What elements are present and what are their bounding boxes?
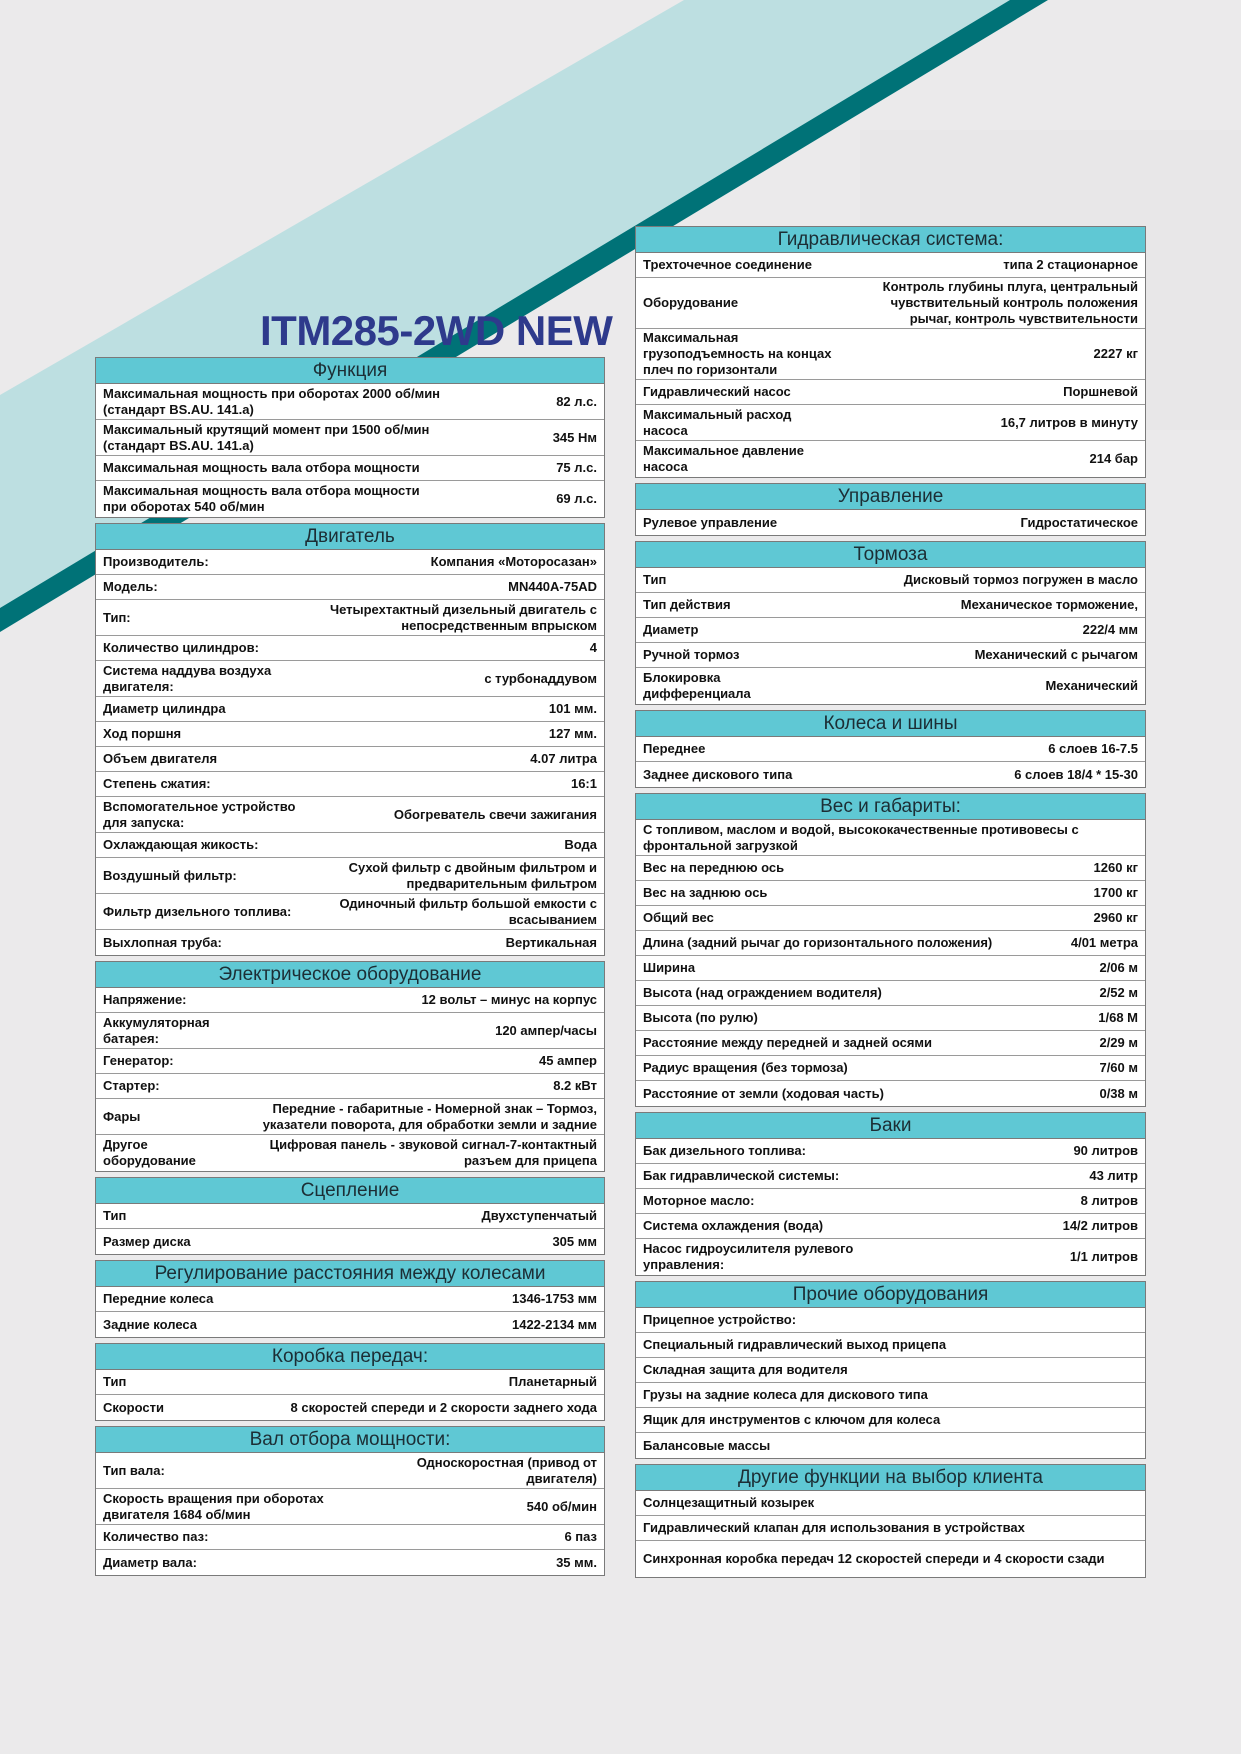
spec-row: [636, 1239, 1145, 1275]
spec-value: Односкоростная (привод от двигателя): [416, 1454, 597, 1486]
spec-row: [636, 1139, 1145, 1164]
section-gearbox: [95, 1343, 605, 1421]
spec-value: Цифровая панель - звуковой сигнал-7-контактный разъем для прицепа: [269, 1137, 597, 1168]
list-item-text: Гидравлический клапан для использования в устройствах: [643, 1520, 1025, 1535]
spec-row: [636, 618, 1145, 643]
spec-label: Объем двигателя: [103, 751, 218, 766]
spec-label: Расстояние от земли (ходовая часть): [643, 1085, 884, 1101]
spec-label: Максимальная мощность вала отбора мощности: [103, 460, 420, 475]
spec-row: [96, 575, 604, 600]
spec-label: Размер диска: [103, 1233, 191, 1249]
spec-row: [636, 1164, 1145, 1189]
spec-row: [636, 441, 1145, 477]
spec-value: Механическое торможение,: [960, 597, 1138, 612]
spec-row: [96, 1370, 604, 1395]
spec-value: 45 ампер: [539, 1053, 597, 1068]
spec-label: Ручной тормоз: [643, 647, 740, 662]
spec-value: 540 об/мин: [526, 1498, 597, 1514]
spec-label: Тип: [103, 1374, 127, 1389]
spec-row: [636, 956, 1145, 981]
spec-row: [96, 1550, 604, 1575]
spec-row: [636, 737, 1145, 762]
spec-value: Гидростатическое: [1020, 514, 1138, 530]
section-pto: [95, 1426, 605, 1576]
spec-value: 2/52 м: [1099, 985, 1138, 1000]
section-header: Регулирование расстояния между колесами: [96, 1261, 604, 1287]
spec-value: 1/68 М: [1098, 1010, 1138, 1025]
spec-label: Максимальная грузоподъемность на концах плеч по горизонтали: [643, 330, 832, 377]
section-steering: [635, 483, 1146, 536]
spec-row: [636, 380, 1145, 405]
spec-label: Тип:: [103, 609, 131, 625]
spec-label: Общий вес: [643, 910, 714, 925]
spec-value: Механический с рычагом: [974, 647, 1138, 662]
spec-row: [96, 550, 604, 575]
section-customer-options: [635, 1464, 1146, 1578]
section-hydraulics: [635, 226, 1146, 478]
section-header: Функция: [96, 358, 604, 384]
spec-value: 127 мм.: [548, 726, 597, 741]
spec-value: Компания «Моторосазан»: [430, 554, 597, 569]
section-header: Управление: [636, 484, 1145, 510]
section-engine: [95, 523, 605, 956]
section-other-equipment: [635, 1281, 1146, 1459]
spec-label: Диаметр вала:: [103, 1554, 197, 1570]
list-item-text: Синхронная коробка передач 12 скоростей спереди и 4 скорости сзади: [643, 1551, 1105, 1566]
spec-value: 1346-1753 мм: [511, 1291, 597, 1306]
section-header: Другие функции на выбор клиента: [636, 1465, 1145, 1491]
list-item-text: Солнцезащитный козырек: [643, 1495, 815, 1510]
list-item: [636, 1358, 1145, 1383]
spec-row: [636, 253, 1145, 278]
spec-value: 2/06 м: [1099, 960, 1138, 975]
spec-row: [96, 1229, 604, 1254]
spec-label: Моторное масло:: [643, 1193, 755, 1208]
spec-row: [636, 405, 1145, 441]
spec-value: Передние - габаритные - Номерной знак – Тормоз, указатели поворота, для обработки земли и задние: [262, 1100, 597, 1132]
spec-value: 16,7 литров в минуту: [1000, 414, 1138, 430]
spec-label: Радиус вращения (без тормоза): [643, 1060, 848, 1075]
spec-row: [636, 510, 1145, 535]
spec-label: Расстояние между передней и задней осями: [643, 1035, 933, 1050]
spec-label: Система охлаждения (вода): [643, 1218, 824, 1233]
spec-label: Бак дизельного топлива:: [643, 1143, 806, 1158]
spec-row: [96, 747, 604, 772]
spec-label: Количество паз:: [103, 1529, 209, 1544]
spec-value: 1260 кг: [1093, 860, 1138, 875]
list-item: [636, 1491, 1145, 1516]
list-item-text: Грузы на задние колеса для дискового типа: [643, 1387, 928, 1402]
spec-label: Заднее дискового типа: [643, 766, 793, 782]
spec-label: Воздушный фильтр:: [103, 867, 237, 883]
section-header: Двигатель: [96, 524, 604, 550]
spec-row: [96, 797, 604, 833]
spec-row: [636, 1031, 1145, 1056]
spec-row: [96, 1099, 604, 1135]
spec-row: [636, 762, 1145, 787]
spec-value: Четырехтактный дизельный двигатель с непосредственным впрыском: [329, 601, 597, 633]
section-brakes: [635, 541, 1146, 705]
spec-value: 1422-2134 мм: [511, 1316, 597, 1332]
spec-row: [96, 772, 604, 797]
spec-label: Степень сжатия:: [103, 776, 211, 791]
spec-row: [636, 278, 1145, 329]
section-header: Электрическое оборудование: [96, 962, 604, 988]
spec-row: [96, 384, 604, 420]
spec-label: Максимальная мощность при оборотах 2000 об/мин (стандарт BS.AU. 141.a): [103, 385, 441, 417]
spec-value: 1700 кг: [1093, 885, 1138, 900]
section-clutch: [95, 1177, 605, 1255]
spec-row: [636, 1214, 1145, 1239]
spec-row: [96, 988, 604, 1013]
spec-value: 1/1 литров: [1069, 1249, 1138, 1264]
section-header: Вал отбора мощности:: [96, 1427, 604, 1453]
spec-value: 8 литров: [1080, 1193, 1138, 1208]
section-header: Гидравлическая система:: [636, 227, 1145, 253]
spec-row: [96, 1453, 604, 1489]
spec-row: [96, 697, 604, 722]
spec-value: 345 Нм: [552, 429, 597, 445]
spec-label: Тип вала:: [103, 1462, 165, 1478]
spec-row: [96, 1049, 604, 1074]
spec-value: Двухступенчатый: [481, 1208, 597, 1223]
list-item-text: Складная защита для водителя: [643, 1362, 848, 1377]
spec-row: [96, 420, 604, 456]
spec-value: 101 мм.: [548, 701, 597, 716]
spec-row: [96, 661, 604, 697]
spec-row: [96, 600, 604, 636]
section-tanks: [635, 1112, 1146, 1276]
spec-value: 0/38 м: [1099, 1085, 1138, 1101]
spec-label: Генератор:: [103, 1053, 174, 1068]
spec-label: Диаметр: [643, 622, 699, 637]
section-header: Сцепление: [96, 1178, 604, 1204]
spec-row: [636, 329, 1145, 380]
section-track: [95, 1260, 605, 1338]
spec-label: Фильтр дизельного топлива:: [103, 903, 292, 919]
spec-label: Ширина: [643, 960, 696, 975]
section-weights: [635, 793, 1146, 1107]
spec-row: [96, 636, 604, 661]
section-header: Прочие оборудования: [636, 1282, 1145, 1308]
spec-label: Оборудование: [643, 295, 739, 310]
list-item: [636, 1308, 1145, 1333]
section-electrical: [95, 961, 605, 1172]
spec-label: Трехточечное соединение: [643, 257, 812, 272]
spec-value: 4.07 литра: [530, 751, 597, 766]
spec-value: 4: [589, 640, 597, 655]
spec-label: Высота (над ограждением водителя): [643, 985, 882, 1000]
spec-value: 305 мм: [552, 1233, 597, 1249]
spec-label: Максимальный крутящий момент при 1500 об/мин (стандарт BS.AU. 141.a): [103, 421, 430, 453]
spec-row: [636, 1189, 1145, 1214]
spec-value: 2227 кг: [1093, 346, 1138, 361]
spec-value: Планетарный: [508, 1374, 597, 1389]
spec-label: Вес на переднюю ось: [643, 860, 785, 875]
spec-label: Модель:: [103, 579, 158, 594]
spec-value: 2/29 м: [1099, 1035, 1138, 1050]
list-item-text: Ящик для инструментов с ключом для колеса: [643, 1412, 941, 1427]
spec-label: Ход поршня: [103, 726, 182, 741]
spec-label: Максимальное давление насоса: [643, 443, 805, 474]
spec-row: [96, 1204, 604, 1229]
spec-label: Вес на заднюю ось: [643, 885, 768, 900]
spec-value: 90 литров: [1073, 1143, 1138, 1158]
spec-label: Передние колеса: [103, 1291, 214, 1306]
spec-value: Одиночный фильтр большой емкости с всасыванием: [339, 895, 597, 927]
spec-row: [96, 1525, 604, 1550]
spec-value: типа 2 стационарное: [1003, 257, 1138, 272]
section-header: Колеса и шины: [636, 711, 1145, 737]
spec-row: [96, 1074, 604, 1099]
spec-value: Вода: [564, 837, 597, 852]
section-function: [95, 357, 605, 518]
spec-value: Механический: [1045, 678, 1138, 693]
spec-value: 14/2 литров: [1062, 1218, 1138, 1233]
spec-row: [96, 456, 604, 481]
section-header: Вес и габариты:: [636, 794, 1145, 820]
spec-label: Диаметр цилиндра: [103, 701, 226, 716]
spec-row: [96, 833, 604, 858]
section-header: Баки: [636, 1113, 1145, 1139]
spec-value: 222/4 мм: [1082, 622, 1138, 637]
spec-row: [96, 1287, 604, 1312]
spec-label: Длина (задний рычаг до горизонтального положения): [643, 935, 993, 950]
spec-label: Тип: [103, 1208, 127, 1223]
spec-row: [96, 1312, 604, 1337]
spec-row: [636, 643, 1145, 668]
spec-row: [636, 881, 1145, 906]
spec-row: [636, 981, 1145, 1006]
spec-value: 6 слоев 16-7.5: [1048, 741, 1138, 756]
spec-row: [96, 858, 604, 894]
spec-label: Напряжение:: [103, 992, 187, 1007]
product-title: ITM285-2WD NEW: [260, 307, 613, 354]
spec-row: [96, 1395, 604, 1420]
section-header: Тормоза: [636, 542, 1145, 568]
spec-value: 7/60 м: [1099, 1060, 1138, 1075]
spec-label: Задние колеса: [103, 1316, 198, 1332]
list-item-text: Прицепное устройство:: [643, 1312, 797, 1327]
spec-value: Поршневой: [1063, 384, 1138, 399]
spec-label: Стартер:: [103, 1078, 160, 1093]
spec-label: Другое оборудование: [103, 1137, 196, 1168]
spec-label: Фары: [103, 1108, 141, 1124]
spec-row: [636, 1081, 1145, 1106]
spec-value: 8.2 кВт: [553, 1078, 597, 1093]
spec-row: [96, 1135, 604, 1171]
list-item: [636, 1541, 1145, 1577]
list-item: [636, 1333, 1145, 1358]
spec-label: Охлаждающая жикость:: [103, 837, 259, 852]
spec-label: Производитель:: [103, 554, 209, 569]
spec-label: Тип: [643, 572, 667, 587]
spec-value: 35 мм.: [556, 1554, 597, 1570]
spec-value: с турбонаддувом: [484, 670, 597, 686]
spec-row: [636, 1056, 1145, 1081]
list-item: [636, 1433, 1145, 1458]
spec-label: Скорость вращения при оборотах двигателя 1684 об/мин: [103, 1490, 324, 1522]
list-item: [636, 1408, 1145, 1433]
spec-label: Количество цилиндров:: [103, 640, 259, 655]
spec-value: MN440A-75AD: [508, 579, 597, 594]
spec-value: Вертикальная: [505, 934, 597, 950]
spec-row: [96, 1013, 604, 1049]
spec-value: 16:1: [570, 776, 597, 791]
spec-label: Гидравлический насос: [643, 384, 791, 399]
left-column: [95, 357, 605, 1581]
spec-row: [96, 481, 604, 517]
spec-label: Максимальная мощность вала отбора мощности при оборотах 540 об/мин: [103, 483, 420, 514]
spec-label: Бак гидравлической системы:: [643, 1168, 840, 1183]
spec-row: [96, 1489, 604, 1525]
spec-value: Дисковый тормоз погружен в масло: [903, 572, 1138, 587]
spec-value: Сухой фильтр с двойным фильтром и предварительным фильтром: [348, 859, 597, 891]
spec-label: Рулевое управление: [643, 514, 778, 530]
spec-value: 43 литр: [1089, 1168, 1138, 1183]
list-item-text: Специальный гидравлический выход прицепа: [643, 1337, 947, 1352]
spec-value: 8 скоростей спереди и 2 скорости заднего хода: [290, 1399, 597, 1415]
spec-label: Максимальный расход насоса: [643, 406, 792, 438]
spec-row: [96, 722, 604, 747]
spec-row: [636, 856, 1145, 881]
spec-label: Вспомогательное устройство для запуска:: [103, 798, 296, 830]
spec-value: Контроль глубины плуга, центральный чувствительный контроль положения рычаг, контроль чувствительности: [882, 279, 1138, 326]
spec-row: [636, 593, 1145, 618]
spec-row: [636, 931, 1145, 956]
spec-row: [636, 568, 1145, 593]
spec-value: 12 вольт – минус на корпус: [421, 992, 597, 1007]
list-item: [636, 1516, 1145, 1541]
spec-label: Аккумуляторная батарея:: [103, 1014, 210, 1046]
spec-row: [636, 668, 1145, 704]
spec-label: Система наддува воздуха двигателя:: [103, 662, 272, 694]
spec-value: 4/01 метра: [1070, 935, 1138, 950]
spec-value: 6 слоев 18/4 * 15-30: [1014, 766, 1138, 782]
list-item: [636, 1383, 1145, 1408]
spec-row: [96, 894, 604, 930]
spec-value: 75 л.с.: [556, 460, 597, 475]
spec-label: Насос гидроусилителя рулевого управления:: [643, 1241, 854, 1272]
spec-value: 2960 кг: [1093, 910, 1138, 925]
section-wheels: [635, 710, 1146, 788]
spec-value: Обогреватель свечи зажигания: [393, 806, 597, 822]
spec-row: [96, 930, 604, 955]
spec-label: Выхлопная труба:: [103, 934, 222, 950]
spec-note: [636, 820, 1145, 856]
list-item-text: Балансовые массы: [643, 1437, 771, 1453]
section-header: Коробка передач:: [96, 1344, 604, 1370]
spec-value: 69 л.с.: [556, 491, 597, 506]
spec-value: 120 ампер/часы: [495, 1022, 597, 1038]
spec-row: [636, 906, 1145, 931]
spec-label: Тип действия: [643, 597, 731, 612]
spec-label: Высота (по рулю): [643, 1010, 758, 1025]
spec-value: 82 л.с.: [556, 393, 597, 409]
spec-note-text: С топливом, маслом и водой, высококачественные противовесы с фронтальной загрузкой: [643, 821, 1079, 853]
spec-label: Блокировка дифференциала: [643, 670, 751, 701]
spec-value: 6 паз: [564, 1529, 597, 1544]
spec-label: Скорости: [103, 1399, 164, 1415]
spec-row: [636, 1006, 1145, 1031]
spec-value: 214 бар: [1089, 451, 1138, 466]
spec-label: Переднее: [643, 741, 706, 756]
right-column: [635, 226, 1146, 1583]
